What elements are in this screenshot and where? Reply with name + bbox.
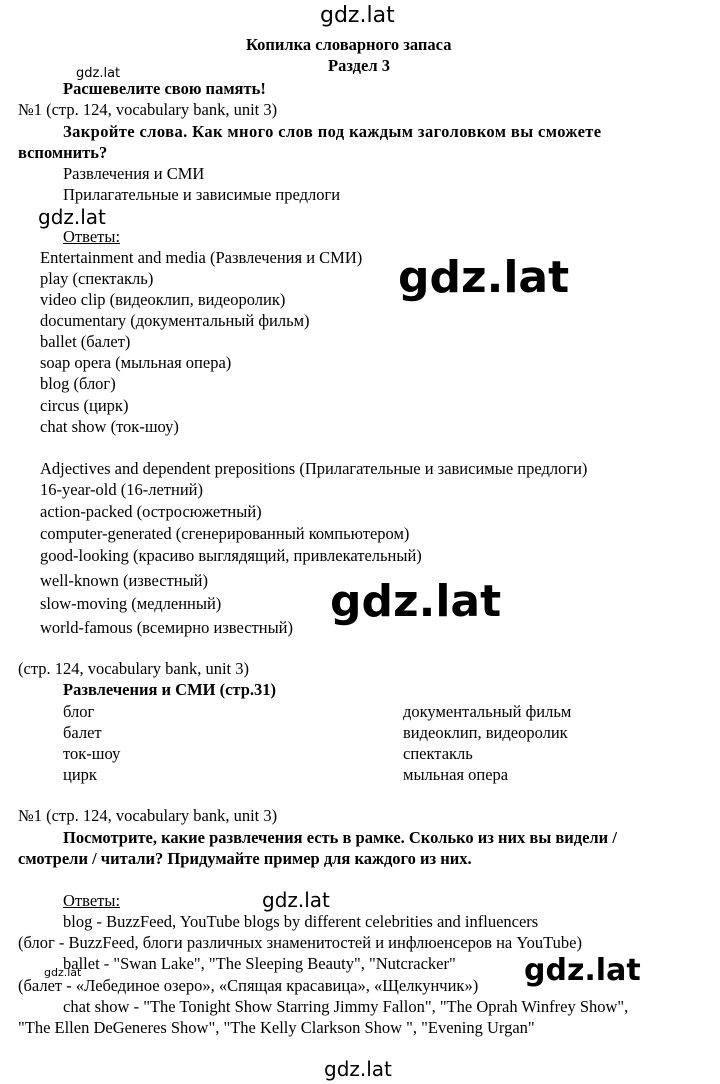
part1-ref: №1 (стр. 124, vocabulary bank, unit 3) bbox=[18, 100, 278, 119]
answers-label-2: Ответы: bbox=[63, 891, 121, 910]
group2-item: well-known (известный) bbox=[40, 571, 208, 590]
answers-label-1: Ответы: bbox=[63, 227, 121, 246]
answer-line: (блог - BuzzFeed, блоги различных знаменитостей и инфлюенсеров на YouTube) bbox=[18, 933, 582, 952]
group2-item: slow-moving (медленный) bbox=[40, 594, 222, 613]
match-left-item: блог bbox=[63, 702, 95, 721]
watermark-top: gdz.lat bbox=[320, 3, 395, 28]
answer-line: chat show - "The Tonight Show Starring Jimmy Fallon", "The Oprah Winfrey Show", bbox=[63, 997, 629, 1016]
part3-ref: №1 (стр. 124, vocabulary bank, unit 3) bbox=[18, 806, 278, 825]
watermark-bottom: gdz.lat bbox=[324, 1057, 392, 1081]
answer-line: blog - BuzzFeed, YouTube blogs by different celebrities and influencers bbox=[63, 912, 539, 931]
watermark-big-1: gdz.lat bbox=[398, 252, 570, 303]
match-left-item: ток-шоу bbox=[63, 744, 121, 763]
group1-item: chat show (ток-шоу) bbox=[40, 417, 179, 436]
group2-title: Adjectives and dependent prepositions (Прилагательные и зависимые предлоги) bbox=[40, 459, 588, 478]
match-left-item: цирк bbox=[63, 765, 97, 784]
group1-item: ballet (балет) bbox=[40, 332, 131, 351]
match-right-item: спектакль bbox=[403, 744, 473, 763]
part1-task-line1-text: Закройте слова. Как много слов под каждым заголовком вы сможете bbox=[63, 122, 602, 141]
answer-line: "The Ellen DeGeneres Show", "The Kelly Clarkson Show ", "Evening Urgan" bbox=[18, 1018, 535, 1037]
group1-item: circus (цирк) bbox=[40, 396, 129, 415]
group2-item: computer-generated (сгенерированный компьютером) bbox=[40, 524, 410, 543]
watermark-small: gdz.lat bbox=[76, 66, 121, 81]
group1-title: Entertainment and media (Развлечения и СМИ) bbox=[40, 248, 363, 267]
group1-item: soap opera (мыльная опера) bbox=[40, 353, 232, 372]
group1-item: video clip (видеоклип, видеоролик) bbox=[40, 290, 286, 309]
part1-task-line2: вспомнить? bbox=[18, 143, 108, 162]
part1-task-line1 bbox=[63, 122, 705, 142]
answer-line: ballet - "Swan Lake", "The Sleeping Beauty", "Nutcracker" bbox=[63, 954, 456, 973]
watermark-mid: gdz.lat bbox=[262, 888, 330, 912]
match-right-item: мыльная опера bbox=[403, 765, 509, 784]
watermark-big-2: gdz.lat bbox=[330, 576, 502, 627]
part1-heading: Расшевелите свою память! bbox=[63, 79, 266, 98]
document-title: Копилка словарного запаса bbox=[246, 35, 452, 54]
match-left-item: балет bbox=[63, 723, 102, 742]
watermark-big-3: gdz.lat bbox=[524, 953, 641, 988]
group1-item: play (спектакль) bbox=[40, 269, 154, 288]
match-right-item: документальный фильм bbox=[403, 702, 572, 721]
part3-task-line2: смотрели / читали? Придумайте пример для каждого из них. bbox=[18, 849, 472, 868]
answer-line: (балет - «Лебединое озеро», «Спящая красавица», «Щелкунчик») bbox=[18, 976, 479, 995]
match-right-item: видеоклип, видеоролик bbox=[403, 723, 568, 742]
group2-item: 16-year-old (16-летний) bbox=[40, 480, 204, 499]
group1-item: documentary (документальный фильм) bbox=[40, 311, 310, 330]
group2-item: action-packed (остросюжетный) bbox=[40, 502, 262, 521]
topic-2: Прилагательные и зависимые предлоги bbox=[63, 185, 341, 204]
topic-1: Развлечения и СМИ bbox=[63, 164, 205, 183]
group2-item: good-looking (красиво выглядящий, привлекательный) bbox=[40, 546, 422, 565]
section-title: Раздел 3 bbox=[328, 56, 390, 75]
part2-heading: Развлечения и СМИ (стр.31) bbox=[63, 680, 277, 699]
group2-item: world-famous (всемирно известный) bbox=[40, 618, 294, 637]
group1-item: blog (блог) bbox=[40, 374, 116, 393]
watermark-tiny: gdz.lat bbox=[44, 966, 82, 979]
part3-task-line1: Посмотрите, какие развлечения есть в рамке. Сколько из них вы видели / bbox=[63, 828, 617, 847]
part2-ref: (стр. 124, vocabulary bank, unit 3) bbox=[18, 659, 250, 678]
watermark-left: gdz.lat bbox=[38, 205, 106, 229]
